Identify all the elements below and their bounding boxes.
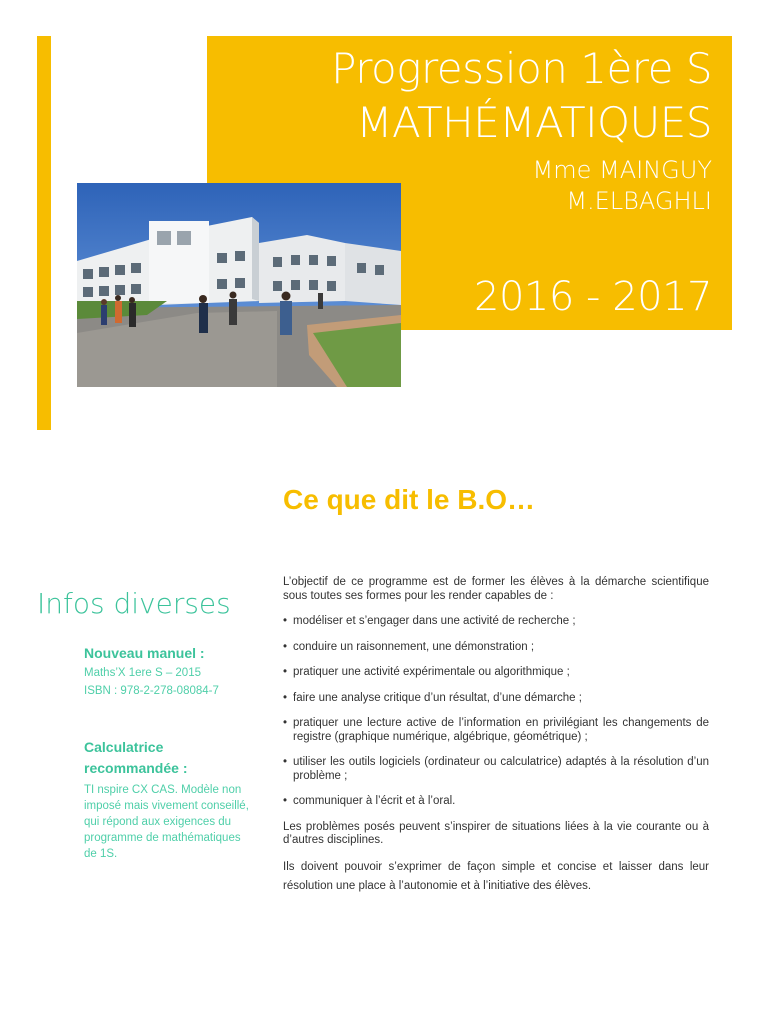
calculator-text: TI nspire CX CAS. Modèle non imposé mais vivement conseillé, qui répond aux exigences du programme de mathématiques de 1S. bbox=[84, 784, 249, 860]
list-item-text: pratiquer une lecture active de l’information en privilégiant les changements de registre (graphique numérique, algébrique, géométrique) ; bbox=[293, 717, 709, 743]
school-photo-image bbox=[77, 183, 401, 387]
school-year: 2016 - 2017 bbox=[474, 274, 712, 320]
school-photo bbox=[77, 183, 401, 387]
teacher-name-1: Mme MAINGUY bbox=[532, 156, 712, 184]
list-item bbox=[283, 756, 709, 783]
sidebar-title: Infos diverses bbox=[37, 587, 231, 620]
manual-title: Maths’X 1ere S – 2015 bbox=[84, 667, 201, 679]
title-line-1: Progression 1ère S bbox=[331, 44, 712, 93]
list-item bbox=[283, 692, 709, 706]
list-item-text: communiquer à l’écrit et à l’oral. bbox=[293, 795, 456, 807]
list-item-text: modéliser et s’engager dans une activité de recherche ; bbox=[293, 615, 576, 627]
title-line-2: MATHÉMATIQUES bbox=[356, 98, 712, 147]
list-item-text: utiliser les outils logiciels (ordinateur ou calculatrice) adaptés à la résolution d’un problème ; bbox=[293, 756, 709, 782]
bo-heading: Ce que dit le B.O… bbox=[283, 484, 536, 515]
list-item bbox=[283, 666, 709, 680]
left-accent-bar bbox=[37, 36, 51, 430]
manual-isbn: ISBN : 978-2-278-08084-7 bbox=[84, 685, 219, 697]
context-paragraph: Les problèmes posés peuvent s’inspirer de situations liées à la vie courante ou à d’autres disciplines. bbox=[283, 820, 709, 846]
bullet-marker: • bbox=[283, 666, 288, 678]
bullet-marker: • bbox=[283, 756, 288, 768]
main-column bbox=[283, 576, 709, 896]
list-item-text: pratiquer une activité expérimentale ou algorithmique ; bbox=[293, 666, 570, 678]
bullet-marker: • bbox=[283, 691, 288, 704]
calculator-heading: Calculatrice recommandée : bbox=[84, 739, 188, 776]
list-item bbox=[283, 615, 709, 629]
list-item bbox=[283, 795, 709, 809]
manual-heading: Nouveau manuel : bbox=[84, 645, 205, 661]
teacher-name-2: M.ELBAGHLI bbox=[566, 187, 712, 215]
bullet-marker: • bbox=[283, 640, 288, 653]
list-item bbox=[283, 717, 709, 744]
bullet-marker: • bbox=[283, 795, 288, 807]
list-item-text: faire une analyse critique d’un résultat, d’une démarche ; bbox=[293, 691, 582, 704]
list-item-text: conduire un raisonnement, une démonstration ; bbox=[293, 640, 535, 653]
intro-paragraph: L’objectif de ce programme est de former les élèves à la démarche scientifique sous toutes ses formes pour les render capables de : bbox=[283, 576, 709, 602]
list-item bbox=[283, 641, 709, 655]
bullet-marker: • bbox=[283, 717, 288, 729]
bullet-marker: • bbox=[283, 615, 288, 627]
closing-paragraph: Ils doivent pouvoir s’exprimer de façon simple et concise et laisser dans leur résolution une place à l’autonomie et à l’initiative des élèves. bbox=[283, 860, 709, 892]
